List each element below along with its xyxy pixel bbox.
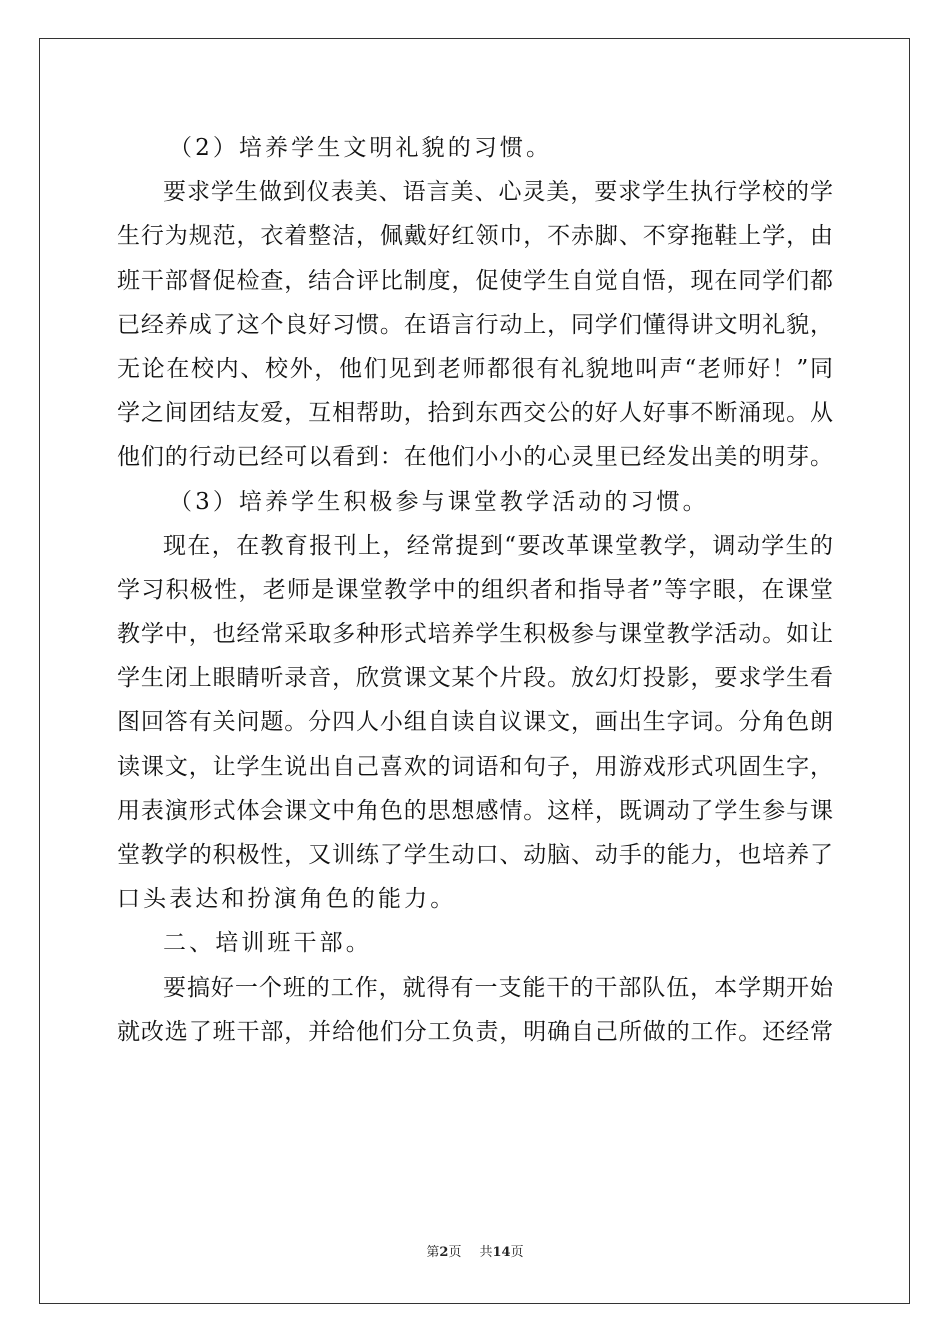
paragraph-line: 要搞好一个班的工作，就得有一支能干的干部队伍，本学期开始 (163, 974, 833, 1001)
footer-page-number: 2 (439, 1245, 449, 1260)
paragraph-line: 现在，在教育报刊上，经常提到“要改革课堂教学，调动学生的 (163, 532, 833, 559)
paragraph-line: 已经养成了这个良好习惯。在语言行动上，同学们懂得讲文明礼貌， (117, 311, 833, 338)
footer-page-prefix: 第 (426, 1245, 440, 1260)
paragraph-line: 就改选了班干部，并给他们分工负责，明确自己所做的工作。还经常 (117, 1018, 833, 1045)
paragraph-line: 教学中，也经常采取多种形式培养学生积极参与课堂教学活动。如让 (117, 621, 833, 648)
section-heading-line: 二、培训班干部。 (163, 930, 372, 957)
footer-page-suffix: 页 (448, 1245, 462, 1260)
document-body (117, 126, 833, 1054)
paragraph-line: 要求学生做到仪表美、语言美、心灵美，要求学生执行学校的学 (163, 179, 833, 206)
footer-total-prefix: 共 (479, 1245, 493, 1260)
paragraph-line: 读课文，让学生说出自己喜欢的词语和句子，用游戏形式巩固生字， (117, 753, 833, 780)
subheading-line: （3）培养学生积极参与课堂教学活动的习惯。 (169, 488, 709, 515)
subheading-line: （2）培养学生文明礼貌的习惯。 (169, 135, 553, 161)
footer-total-suffix: 页 (510, 1245, 524, 1260)
paragraph-line: 班干部督促检查，结合评比制度，促使学生自觉自悟，现在同学们都 (117, 267, 833, 294)
paragraph-line: 学生闭上眼睛听录音，欣赏课文某个片段。放幻灯投影，要求学生看 (117, 665, 833, 692)
paragraph-line: 用表演形式体会课文中角色的思想感情。这样，既调动了学生参与课 (117, 797, 833, 824)
paragraph-line: 生行为规范，衣着整洁，佩戴好红领巾，不赤脚、不穿拖鞋上学，由 (117, 223, 833, 250)
page-footer (0, 1241, 950, 1260)
paragraph-line: 无论在校内、校外，他们见到老师都很有礼貌地叫声“老师好！”同 (117, 355, 833, 382)
paragraph-line: 堂教学的积极性，又训练了学生动口、动脑、动手的能力，也培养了 (117, 842, 833, 868)
paragraph-line: 学习积极性，老师是课堂教学中的组织者和指导者”等字眼，在课堂 (117, 576, 833, 603)
footer-total-pages: 14 (492, 1245, 511, 1260)
paragraph-line: 学之间团结友爱，互相帮助，拾到东西交公的好人好事不断涌现。从 (117, 400, 833, 427)
paragraph-line: 口头表达和扮演角色的能力。 (117, 886, 457, 913)
paragraph-line: 图回答有关问题。分四人小组自读自议课文，画出生字词。分角色朗 (117, 709, 833, 736)
paragraph-line: 他们的行动已经可以看到：在他们小小的心灵里已经发出美的明芽。 (117, 444, 833, 471)
